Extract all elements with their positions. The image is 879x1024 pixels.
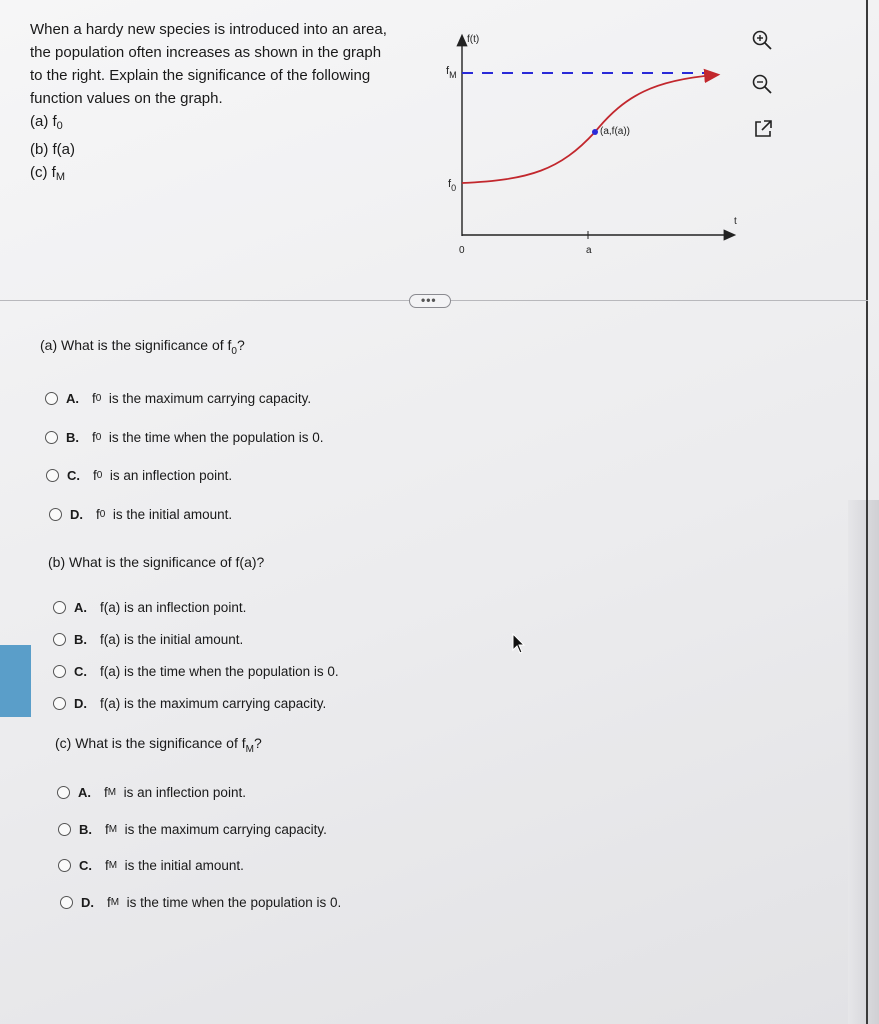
radio-button[interactable] <box>57 786 70 799</box>
point-label: (a,f(a)) <box>600 126 630 137</box>
option-c-C[interactable]: C. f M is the initial amount. <box>58 858 244 873</box>
f0-label: $f_0$ <box>448 178 457 193</box>
a-label: a <box>586 245 592 256</box>
question-b: (b) What is the significance of f(a)? <box>48 554 265 570</box>
option-c-B[interactable]: B. f M is the maximum carrying capacity. <box>58 822 327 837</box>
option-c-A[interactable]: A. f M is an inflection point. <box>57 785 246 800</box>
stem-item-b: (b) f(a) <box>30 141 75 158</box>
stem-item-a: (a) $f_0$ <box>30 113 63 132</box>
more-button[interactable]: ••• <box>409 294 451 308</box>
population-graph <box>440 20 750 265</box>
option-a-D[interactable]: D. f 0 is the initial amount. <box>49 507 232 522</box>
logistic-curve <box>462 75 715 183</box>
option-b-C[interactable]: C. f(a) is the time when the population is 0. <box>53 664 339 679</box>
stem-line-1: When a hardy new species is introduced into an area, <box>30 21 387 38</box>
stem-line-4: function values on the graph. <box>30 90 223 107</box>
stem-line-2: the population often increases as shown in the graph <box>30 44 382 61</box>
radio-button[interactable] <box>53 633 66 646</box>
option-b-A[interactable]: A. f(a) is an inflection point. <box>53 600 246 615</box>
fm-label: $f_M$ <box>446 65 457 80</box>
option-b-B[interactable]: B. f(a) is the initial amount. <box>53 632 243 647</box>
y-axis-label: f(t) <box>467 34 480 45</box>
option-a-C[interactable]: C. f 0 is an inflection point. <box>46 468 232 483</box>
question-c: (c) What is the significance of $f_M$? <box>55 735 262 755</box>
radio-button[interactable] <box>58 859 71 872</box>
zoom-out-icon[interactable] <box>751 73 773 95</box>
left-accent-bar <box>0 645 31 717</box>
radio-button[interactable] <box>60 896 73 909</box>
stem-item-c: (c) $f_M$ <box>30 164 65 183</box>
radio-button[interactable] <box>53 601 66 614</box>
option-c-D[interactable]: D. f M is the time when the population is 0. <box>60 895 341 910</box>
origin-label: 0 <box>459 245 465 256</box>
option-a-B[interactable]: B. f 0 is the time when the population is 0. <box>45 430 323 445</box>
question-a: (a) What is the significance of $f_0$? <box>40 337 245 357</box>
radio-button[interactable] <box>45 431 58 444</box>
radio-button[interactable] <box>46 469 59 482</box>
radio-button[interactable] <box>45 392 58 405</box>
screen-edge <box>848 500 879 1024</box>
radio-button[interactable] <box>53 665 66 678</box>
option-a-A[interactable]: A. f 0 is the maximum carrying capacity. <box>45 391 311 406</box>
x-axis-label: t <box>734 216 737 227</box>
external-link-icon[interactable] <box>752 118 774 140</box>
inflection-point <box>592 129 598 135</box>
window-border <box>866 0 868 1024</box>
stem-line-3: to the right. Explain the significance of the following <box>30 67 371 84</box>
zoom-in-icon[interactable] <box>751 29 773 51</box>
radio-button[interactable] <box>53 697 66 710</box>
radio-button[interactable] <box>49 508 62 521</box>
option-b-D[interactable]: D. f(a) is the maximum carrying capacity. <box>53 696 326 711</box>
mouse-cursor-icon <box>512 633 526 655</box>
question-stem <box>30 18 450 189</box>
radio-button[interactable] <box>58 823 71 836</box>
